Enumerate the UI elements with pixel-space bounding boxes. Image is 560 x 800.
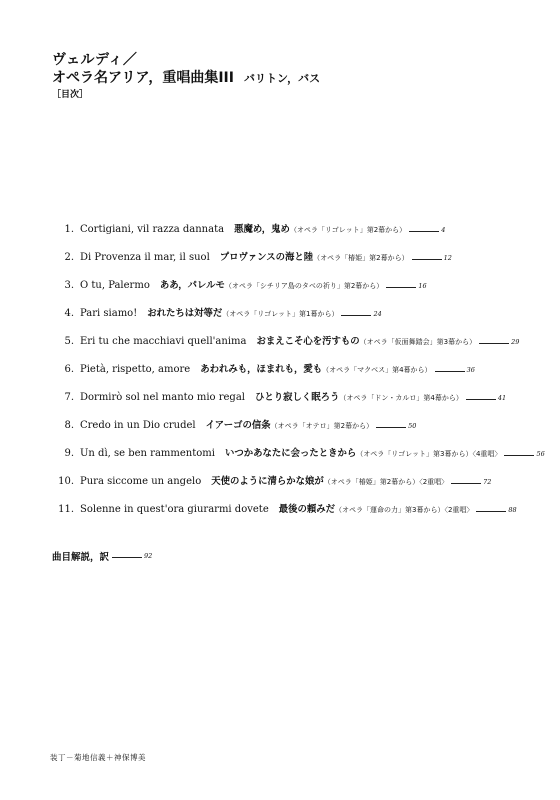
toc-opera-source: （オペラ「リゴレット」第2幕から）: [289, 226, 407, 234]
toc-italian-title: Credo in un Dio crudel: [80, 420, 196, 431]
toc-entry: [54, 356, 554, 384]
dot-leader: [476, 511, 506, 512]
toc-number: 7.: [64, 392, 74, 403]
toc-entry: [54, 496, 554, 524]
commentary-page-number: 92: [144, 552, 153, 560]
dot-leader: [435, 371, 465, 372]
toc-japanese-title: 天使のように清らかな娘が（オペラ「椿姫」第2幕から）〈2重唱〉: [211, 476, 449, 487]
dot-leader: [376, 427, 406, 428]
toc-japanese-title: おれたちは対等だ（オペラ「リゴレット」第1幕から）: [147, 308, 339, 319]
dot-leader: [412, 259, 442, 260]
dot-leader: [341, 315, 371, 316]
dot-leader: [466, 399, 496, 400]
toc-japanese-title: おまえこそ心を汚すもの（オペラ「仮面舞踏会」第3幕から）: [256, 336, 477, 347]
toc-entry: [54, 328, 554, 356]
toc-entry: [54, 272, 554, 300]
design-credit: 装丁－菊地信義＋神保博美: [50, 753, 146, 762]
toc-entry: [54, 216, 554, 244]
toc-italian-title: Di Provenza il mar, il suol: [80, 252, 210, 263]
toc-entry: [54, 384, 554, 412]
voice-type: バリトン，バス: [243, 72, 321, 85]
toc-number: 4.: [64, 308, 74, 319]
toc-opera-source: （オペラ「椿姫」第2幕から）: [313, 254, 409, 262]
toc-opera-source: （オペラ「シチリア島のタベの祈り」第2幕から）: [224, 282, 384, 290]
collection-title-text: オペラ名アリア，重唱曲集III: [52, 70, 234, 86]
dot-leader: [451, 483, 481, 484]
toc-italian-title: Un dì, se ben rammentomi: [80, 448, 215, 459]
toc-entry: [54, 468, 554, 496]
toc-italian-title: O tu, Palermo: [80, 280, 150, 291]
commentary-label: 曲目解説，訳: [52, 552, 110, 563]
toc-entry: [54, 440, 554, 468]
toc-page-number: 36: [466, 366, 475, 374]
toc-opera-source: （オペラ「リゴレット」第3幕から）〈4重唱〉: [356, 450, 502, 458]
toc-number: 9.: [64, 448, 74, 459]
toc-number: 1.: [64, 224, 74, 235]
commentary-entry: [52, 549, 152, 563]
dot-leader: [409, 231, 439, 232]
toc-number: 8.: [64, 420, 74, 431]
toc-japanese-title: ひとり寂しく眠ろう（オペラ「ドン・カルロ」第4幕から）: [255, 392, 463, 403]
toc-italian-title: Cortigiani, vil razza dannata: [80, 224, 225, 235]
dot-leader: [386, 287, 416, 288]
toc-page-number: 16: [418, 282, 427, 290]
toc-opera-source: （オペラ「椿姫」第2幕から）〈2重唱〉: [323, 478, 449, 486]
toc-entry: [54, 412, 554, 440]
table-of-contents: [54, 216, 554, 524]
toc-italian-title: Pari siamo!: [80, 308, 138, 319]
dot-leader: [479, 343, 509, 344]
toc-page-number: 4: [441, 226, 446, 234]
toc-opera-source: （オペラ「運命の力」第3幕から）〈2重唱〉: [335, 506, 474, 514]
toc-entry: [54, 244, 554, 272]
toc-japanese-title: 悪魔め，鬼め（オペラ「リゴレット」第2幕から）: [234, 224, 407, 235]
toc-japanese-title: 最後の頼みだ（オペラ「運命の力」第3幕から）〈2重唱〉: [278, 504, 474, 515]
toc-italian-title: Eri tu che macchiavi quell'anima: [80, 336, 247, 347]
toc-page-number: 88: [508, 506, 517, 514]
toc-page-number: 50: [408, 422, 417, 430]
dot-leader: [504, 455, 534, 456]
composer-name: ヴェルディ／: [52, 52, 138, 68]
toc-italian-title: Pietà, rispetto, amore: [80, 364, 191, 375]
toc-page-number: 41: [497, 394, 507, 402]
toc-japanese-title: あわれみも，ほまれも，愛も（オペラ「マクベス」第4幕から）: [200, 364, 432, 375]
toc-page-number: 56: [536, 450, 545, 458]
toc-number: 2.: [64, 252, 74, 263]
toc-japanese-title: ああ，パレルモ（オペラ「シチリア島のタベの祈り」第2幕から）: [159, 280, 384, 291]
toc-opera-source: （オペラ「リゴレット」第1幕から）: [222, 310, 339, 318]
contents-tag: ［目次］: [52, 90, 89, 100]
header: [52, 52, 320, 101]
toc-number: 10.: [58, 476, 74, 487]
toc-page-number: 29: [511, 338, 520, 346]
toc-opera-source: （オペラ「ドン・カルロ」第4幕から）: [339, 394, 463, 402]
toc-entry: [54, 300, 554, 328]
toc-number: 5.: [64, 336, 74, 347]
toc-opera-source: （オペラ「仮面舞踏会」第3幕から）: [359, 338, 477, 346]
toc-opera-source: （オペラ「オテロ」第2幕から）: [270, 422, 374, 430]
toc-japanese-title: イアーゴの信条（オペラ「オテロ」第2幕から）: [205, 420, 374, 431]
toc-page-number: 24: [373, 310, 382, 318]
toc-japanese-title: プロヴァンスの海と陸（オペラ「椿姫」第2幕から）: [219, 252, 409, 263]
toc-italian-title: Dormirò sol nel manto mio regal: [80, 392, 245, 403]
toc-page-number: 12: [443, 254, 452, 262]
toc-number: 3.: [64, 280, 74, 291]
toc-number: 6.: [64, 364, 74, 375]
dot-leader: [112, 557, 142, 558]
toc-page-number: 72: [483, 478, 492, 486]
toc-opera-source: （オペラ「マクベス」第4幕から）: [322, 366, 432, 374]
collection-title: [52, 69, 320, 88]
toc-japanese-title: いつかあなたに会ったときから（オペラ「リゴレット」第3幕から）〈4重唱〉: [224, 448, 502, 459]
toc-number: 11.: [58, 504, 74, 515]
toc-italian-title: Pura siccome un angelo: [80, 476, 202, 487]
toc-italian-title: Solenne in quest'ora giurarmi dovete: [80, 504, 269, 515]
